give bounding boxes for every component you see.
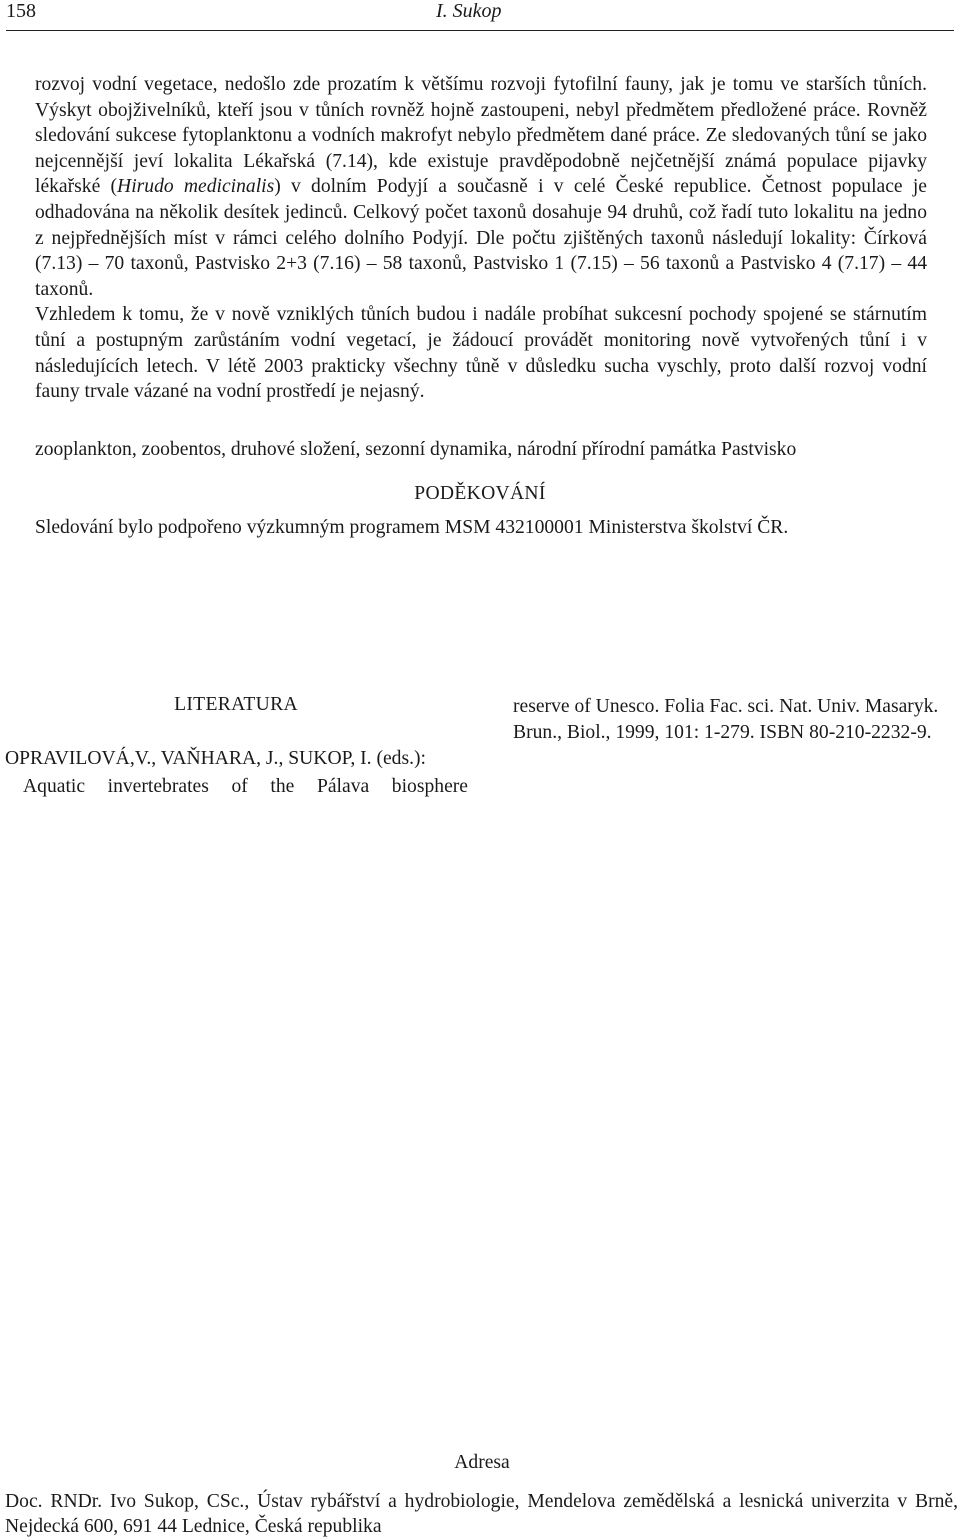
page-number: 158 bbox=[6, 0, 36, 22]
keywords: zooplankton, zoobentos, druhové složení, sezonní dynamika, národní přírodní památka Pastvisko bbox=[35, 439, 797, 460]
reference-entry bbox=[5, 745, 468, 801]
page-header bbox=[6, 0, 954, 31]
reference-title: Aquatic invertebrates of the Pálava biosphere bbox=[23, 776, 468, 797]
address-heading: Adresa bbox=[454, 1452, 510, 1473]
acknowledgement-heading: PODĚKOVÁNÍ bbox=[414, 483, 546, 504]
address-text: Doc. RNDr. Ivo Sukop, CSc., Ústav rybářství a hydrobiologie, Mendelova zemědělská a lesnická univerzita v Brně, Nejdecká 600, 691 44 Lednice, Česká republika bbox=[5, 1491, 958, 1537]
reference-continuation: reserve of Unesco. Folia Fac. sci. Nat. Univ. Masaryk. Brun., Biol., 1999, 101: 1-279. ISBN 80-210-2232-9. bbox=[513, 696, 939, 743]
literature-heading: LITERATURA bbox=[174, 694, 298, 715]
paragraph-1 bbox=[35, 72, 927, 302]
paragraph-1-part-b: ) v dolním Podyjí a současně i v celé České republice. Četnost populace je odhadována na několik desítek jedinců. Celkový počet taxonů dosahuje 94 druhů, což řadí tuto lokalitu na jedno z nejpřednějších míst v rámci celého dolního Podyjí. Dle počtu zjištěných taxonů následují lokality: Čírková (7.13) – 70 taxonů, Pastvisko 2+3 (7.16) – 58 taxonů, Pastvisko 1 (7.15) – 56 taxonů a Pastvisko 4 (7.17) – 44 taxonů. bbox=[35, 176, 927, 300]
reference-authors: OPRAVILOVÁ,V., VAŇHARA, J., SUKOP, I. (eds.): bbox=[5, 748, 426, 769]
paragraph-1-part-a: rozvoj vodní vegetace, nedošlo zde prozatím k většímu rozvoji fytofilní fauny, jak je tomu ve starších tůních. Výskyt obojživelníků, kteří jsou v tůních rovněž hojně zastoupeni, nebyl předmětem předložené práce. Rovněž sledování sukcese fytoplanktonu a vodních makrofyt nebylo předmětem dané práce. Ze sledovaných tůní se jako nejcennější jeví lokalita Lékařská (7.14), kde existuje pravděpodobně nejčetnější známá populace pijavky lékařské ( bbox=[35, 74, 927, 198]
species-name: Hirudo medicinalis bbox=[117, 176, 275, 198]
running-head: I. Sukop bbox=[436, 0, 502, 22]
acknowledgement-text: Sledování bylo podpořeno výzkumným programem MSM 432100001 Ministerstva školství ČR. bbox=[35, 517, 789, 538]
body-text bbox=[35, 72, 927, 405]
paragraph-2: Vzhledem k tomu, že v nově vzniklých tůních budou i nadále probíhat sukcesní pochody spojené se stárnutím tůní a postupným zarůstáním vodní vegetací, je žádoucí provádět monitoring nově vytvořených tůní i v následujících letech. V létě 2003 prakticky všechny tůně v důsledku sucha vyschly, proto další rozvoj vodní fauny trvale vázané na vodní prostředí je nejasný. bbox=[35, 304, 927, 403]
